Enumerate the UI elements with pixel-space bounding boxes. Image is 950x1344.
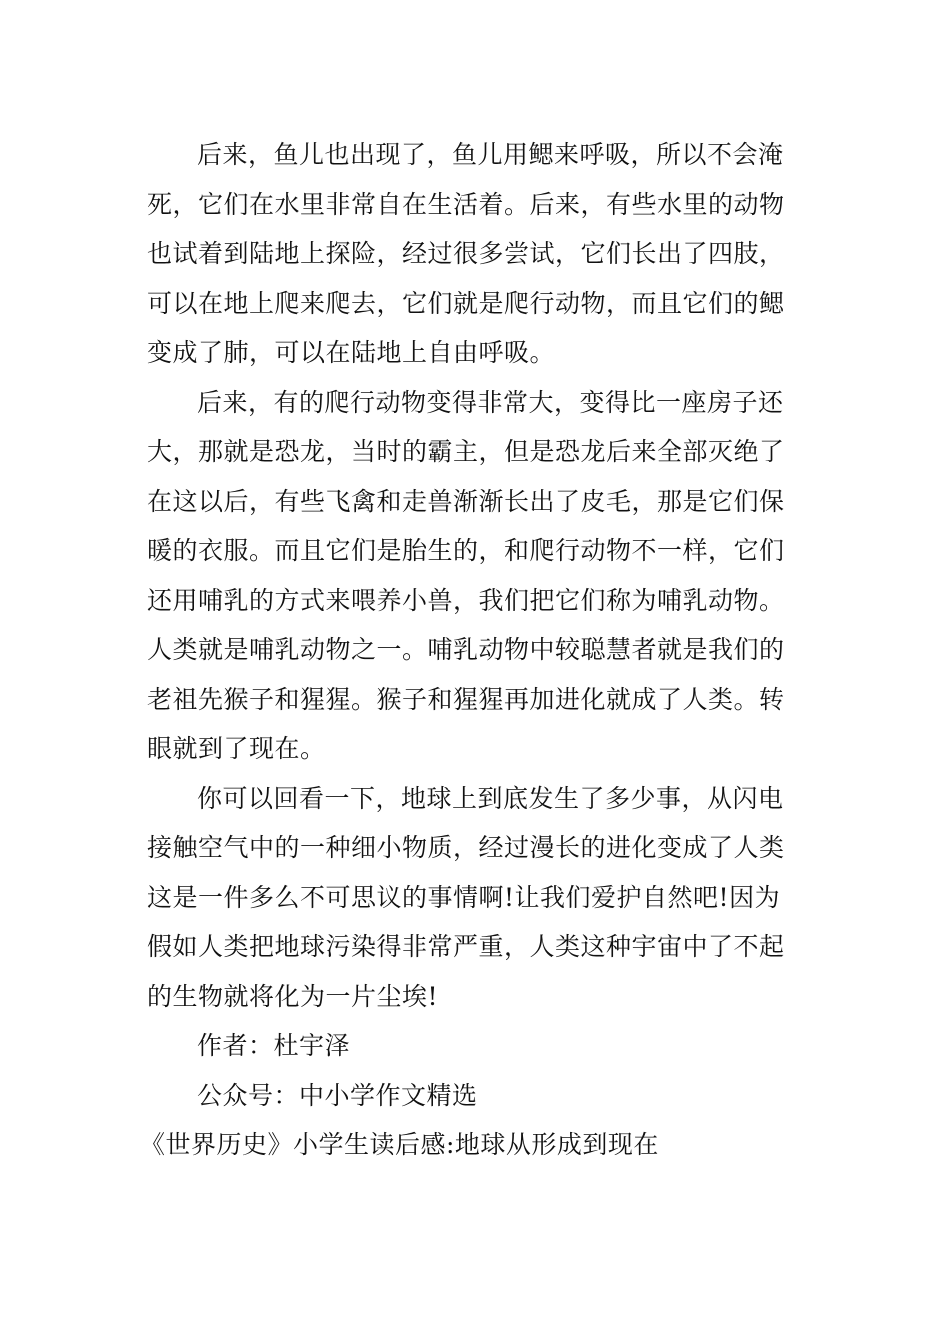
paragraph-dinosaurs-mammals bbox=[147, 378, 809, 774]
text-line: 还用哺乳的方式来喂养小兽，我们把它们称为哺乳动物。 bbox=[147, 585, 785, 615]
author-line: 作者：杜宇泽 bbox=[197, 1031, 351, 1060]
text-line: 暖的衣服。而且它们是胎生的，和爬行动物不一样，它们 bbox=[147, 536, 785, 565]
text-line: 眼就到了现在。 bbox=[147, 734, 326, 763]
text-line: 也试着到陆地上探险，经过很多尝试，它们长出了四肢， bbox=[147, 239, 785, 268]
text-line: 你可以回看一下，地球上到底发生了多少事，从闪电 bbox=[197, 783, 784, 813]
text-line: 假如人类把地球污染得非常严重，人类这种宇宙中了不起 bbox=[147, 932, 785, 961]
text-line: 死，它们在水里非常自在生活着。后来，有些水里的动物 bbox=[147, 189, 785, 219]
text-line: 人类就是哺乳动物之一。哺乳动物中较聪慧者就是我们的 bbox=[147, 635, 785, 664]
text-line: 变成了肺，可以在陆地上自由呼吸。 bbox=[147, 338, 556, 367]
text-line: 大，那就是恐龙，当时的霸主，但是恐龙后来全部灭绝了 bbox=[147, 437, 785, 466]
text-line: 这是一件多么不可思议的事情啊!让我们爱护自然吧!因为 bbox=[147, 882, 781, 912]
text-line: 后来，有的爬行动物变得非常大，变得比一座房子还 bbox=[197, 387, 784, 417]
article-title: 《世界历史》小学生读后感:地球从形成到现在 bbox=[140, 1130, 659, 1159]
text-line: 老祖先猴子和猩猩。猴子和猩猩再加进化就成了人类。转 bbox=[147, 684, 785, 714]
account-line: 公众号：中小学作文精选 bbox=[197, 1080, 478, 1110]
text-line: 可以在地上爬来爬去，它们就是爬行动物，而且它们的鳃 bbox=[147, 288, 785, 318]
text-line: 接触空气中的一种细小物质，经过漫长的进化变成了人类 bbox=[147, 833, 785, 862]
paragraph-conclusion bbox=[147, 774, 809, 1022]
document-body bbox=[140, 130, 809, 1170]
text-line: 的生物就将化为一片尘埃! bbox=[147, 981, 439, 1011]
paragraph-fish-evolution bbox=[147, 130, 809, 378]
text-line: 后来，鱼儿也出现了，鱼儿用鳃来呼吸，所以不会淹 bbox=[197, 140, 784, 169]
text-line: 在这以后，有些飞禽和走兽渐渐长出了皮毛，那是它们保 bbox=[147, 486, 785, 516]
